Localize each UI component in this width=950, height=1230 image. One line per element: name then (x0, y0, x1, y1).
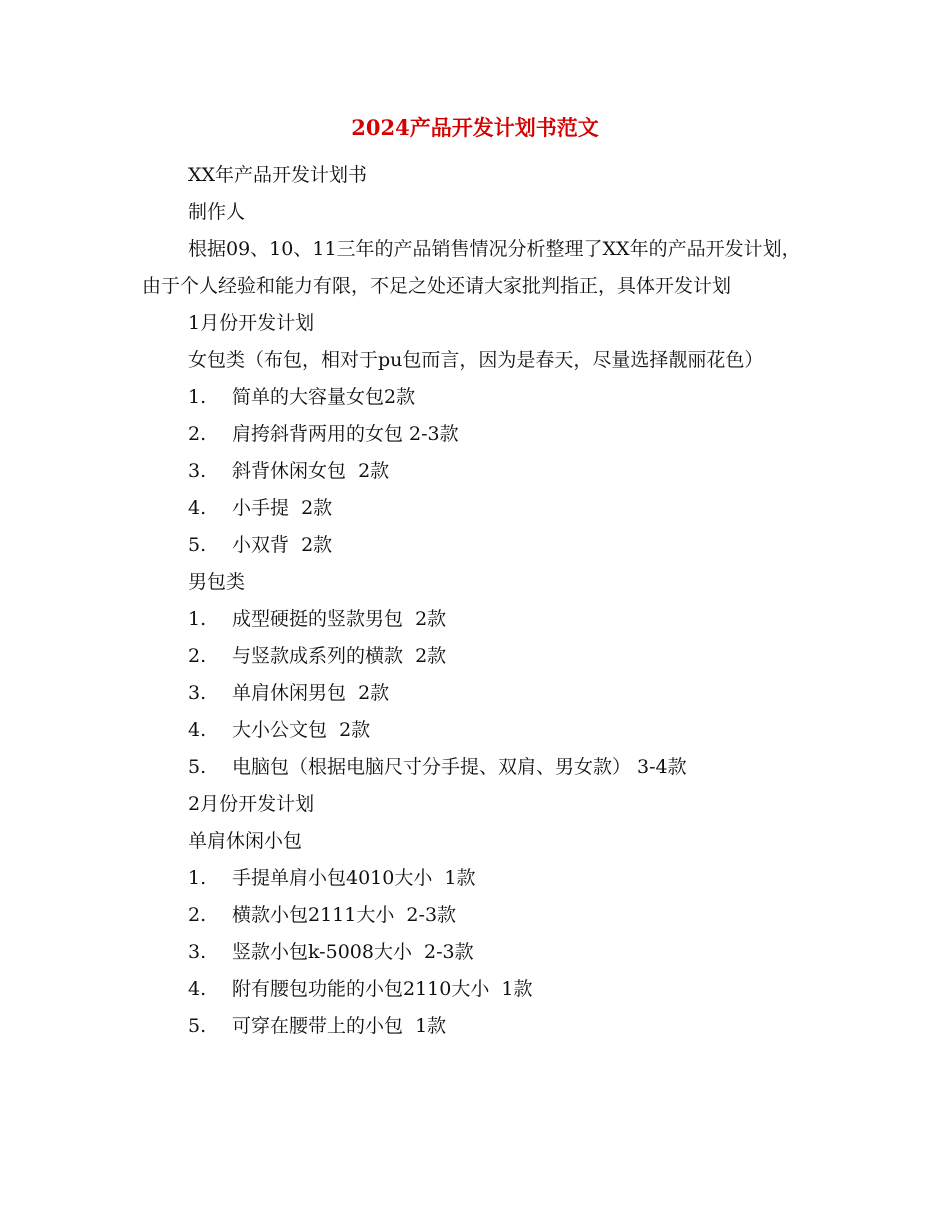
section-month2: 2月份开发计划 (188, 793, 315, 815)
list-item (142, 971, 810, 1008)
list-item (142, 749, 810, 786)
womens-bags-list (142, 379, 810, 564)
intro-paragraph: 根据09、10、11三年的产品销售情况分析整理了XX年的产品开发计划，由于个人经验和能力有限，不足之处还请大家批判指正，具体开发计划 (142, 238, 801, 297)
document-body (142, 157, 810, 1045)
category-shoulder-bags: 单肩休闲小包 (188, 830, 303, 852)
author-line: 制作人 (188, 201, 246, 223)
list-item (142, 379, 810, 416)
list-text: 可穿在腰带上的小包 1款 (232, 1015, 447, 1037)
shoulder-bags-list (142, 860, 810, 1045)
list-text: 肩挎斜背两用的女包 2-3款 (232, 423, 459, 445)
list-item (142, 638, 810, 675)
list-number: 2. (188, 904, 207, 926)
list-number: 3. (188, 460, 207, 482)
category-mens-bags: 男包类 (188, 571, 246, 593)
section-month1: 1月份开发计划 (188, 312, 315, 334)
list-number: 1. (188, 386, 207, 408)
list-text: 竖款小包k-5008大小 2-3款 (232, 941, 474, 963)
list-number: 4. (188, 719, 207, 741)
list-item (142, 527, 810, 564)
list-number: 2. (188, 423, 207, 445)
list-number: 4. (188, 978, 207, 1000)
list-number: 1. (188, 608, 207, 630)
list-item (142, 416, 810, 453)
list-item (142, 897, 810, 934)
list-text: 斜背休闲女包 2款 (232, 460, 390, 482)
list-text: 小双背 2款 (232, 534, 333, 556)
doc-heading: XX年产品开发计划书 (188, 164, 368, 186)
document-title: 2024产品开发计划书范文 (351, 115, 599, 140)
list-item (142, 675, 810, 712)
list-item (142, 601, 810, 638)
list-text: 与竖款成系列的横款 2款 (232, 645, 447, 667)
list-number: 1. (188, 867, 207, 889)
list-text: 横款小包2111大小 2-3款 (232, 904, 457, 926)
list-text: 电脑包（根据电脑尺寸分手提、双肩、男女款） 3-4款 (232, 756, 687, 778)
list-text: 小手提 2款 (232, 497, 333, 519)
list-number: 5. (188, 534, 207, 556)
list-text: 成型硬挺的竖款男包 2款 (232, 608, 447, 630)
list-text: 大小公文包 2款 (232, 719, 371, 741)
list-item (142, 1008, 810, 1045)
list-item (142, 490, 810, 527)
list-item (142, 860, 810, 897)
list-text: 附有腰包功能的小包2110大小 1款 (232, 978, 533, 1000)
list-item (142, 712, 810, 749)
list-number: 3. (188, 682, 207, 704)
list-number: 2. (188, 645, 207, 667)
list-number: 5. (188, 1015, 207, 1037)
list-number: 5. (188, 756, 207, 778)
mens-bags-list (142, 601, 810, 786)
list-text: 单肩休闲男包 2款 (232, 682, 390, 704)
list-item (142, 453, 810, 490)
list-item (142, 934, 810, 971)
list-number: 3. (188, 941, 207, 963)
list-text: 手提单肩小包4010大小 1款 (232, 867, 476, 889)
list-number: 4. (188, 497, 207, 519)
category-womens-bags: 女包类（布包，相对于pu包而言，因为是春天，尽量选择靓丽花色） (188, 349, 764, 371)
list-text: 简单的大容量女包2款 (232, 386, 416, 408)
